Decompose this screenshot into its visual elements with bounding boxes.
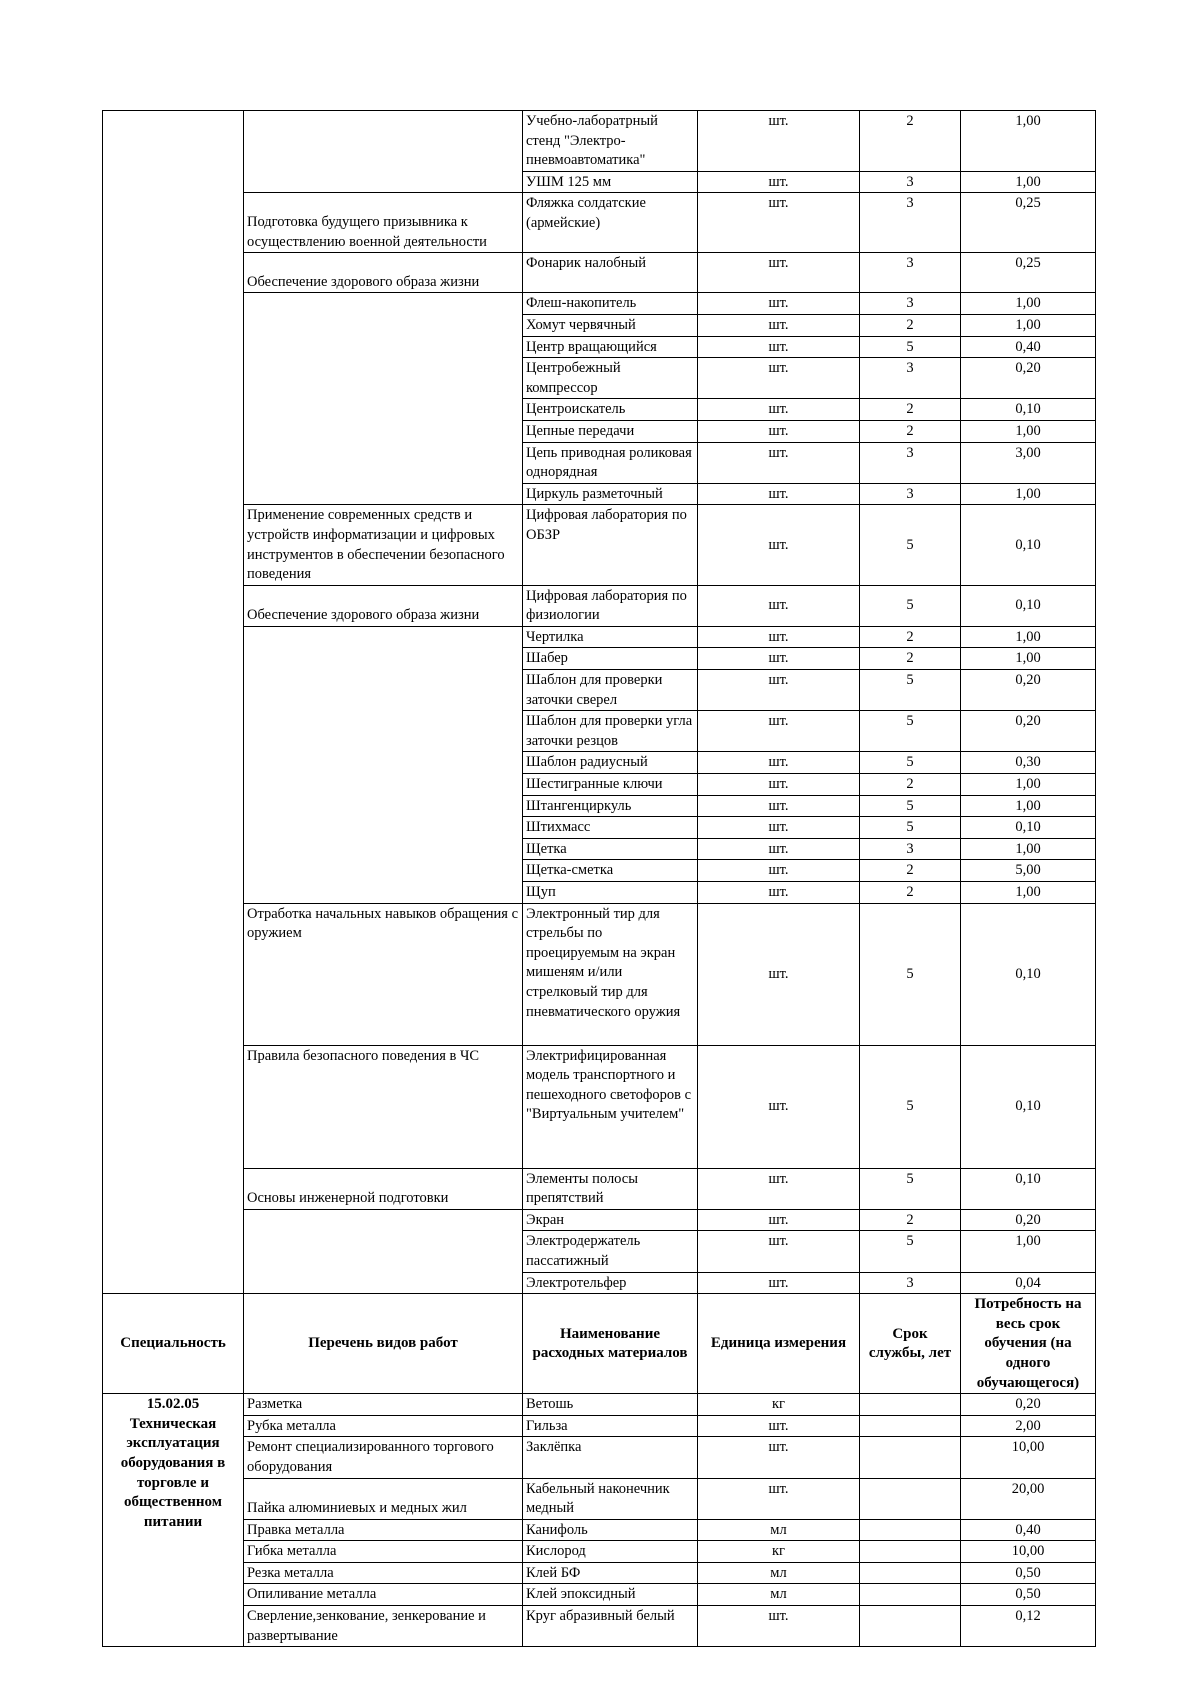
material-cell: Цепь приводная роликовая однорядная [523, 442, 698, 483]
table-row [103, 1045, 1096, 1168]
need-cell: 0,10 [961, 1045, 1096, 1168]
life-cell [860, 1606, 961, 1647]
specialty-cell-empty [103, 111, 244, 1294]
work-cell: Разметка [244, 1394, 523, 1416]
specialty-cell: 15.02.05 Техническая эксплуатация оборудования в торговле и общественном питании [103, 1394, 244, 1647]
material-cell: Элементы полосы препятствий [523, 1168, 698, 1209]
material-cell: Электронный тир для стрельбы по проецируемым на экран мишеням и/или стрелковый тир для пневматического оружия [523, 903, 698, 1045]
unit-cell: шт. [698, 838, 860, 860]
life-cell: 2 [860, 399, 961, 421]
material-cell: Заклёпка [523, 1437, 698, 1478]
material-cell: Флеш-накопитель [523, 293, 698, 315]
unit-cell: шт. [698, 1272, 860, 1294]
material-cell: Экран [523, 1209, 698, 1231]
table-row [103, 1437, 1096, 1478]
need-cell: 10,00 [961, 1541, 1096, 1563]
table-row [103, 293, 1096, 315]
life-cell: 5 [860, 336, 961, 358]
unit-cell: шт. [698, 817, 860, 839]
table-row [103, 1606, 1096, 1647]
work-cell: Основы инженерной подготовки [244, 1168, 523, 1209]
life-cell: 3 [860, 293, 961, 315]
life-cell: 5 [860, 670, 961, 711]
work-cell: Ремонт специализированного торгового оборудования [244, 1437, 523, 1478]
work-cell: Опиливание металла [244, 1584, 523, 1606]
header-life: Срок службы, лет [860, 1294, 961, 1394]
unit-cell: шт. [698, 336, 860, 358]
unit-cell: шт. [698, 711, 860, 752]
need-cell: 0,20 [961, 1209, 1096, 1231]
work-cell: Подготовка будущего призывника к осуществлению военной деятельности [244, 193, 523, 253]
need-cell: 0,10 [961, 817, 1096, 839]
need-cell: 0,40 [961, 336, 1096, 358]
work-cell: Резка металла [244, 1562, 523, 1584]
life-cell: 2 [860, 882, 961, 904]
unit-cell: шт. [698, 1437, 860, 1478]
unit-cell: шт. [698, 903, 860, 1045]
material-cell: Кабельный наконечник медный [523, 1478, 698, 1519]
need-cell: 2,00 [961, 1415, 1096, 1437]
unit-cell: шт. [698, 293, 860, 315]
life-cell: 5 [860, 505, 961, 585]
life-cell: 3 [860, 358, 961, 399]
need-cell: 1,00 [961, 648, 1096, 670]
unit-cell: шт. [698, 1209, 860, 1231]
need-cell: 1,00 [961, 626, 1096, 648]
table-row [103, 1541, 1096, 1563]
work-cell [244, 111, 523, 193]
material-cell: Центробежный компрессор [523, 358, 698, 399]
material-cell: Цифровая лаборатория по ОБЗР [523, 505, 698, 585]
material-cell: Штангенциркуль [523, 795, 698, 817]
life-cell: 2 [860, 1209, 961, 1231]
material-cell: Канифоль [523, 1519, 698, 1541]
header-works: Перечень видов работ [244, 1294, 523, 1394]
unit-cell: шт. [698, 1606, 860, 1647]
life-cell: 5 [860, 1168, 961, 1209]
life-cell: 2 [860, 111, 961, 172]
work-cell [244, 1209, 523, 1293]
life-cell: 3 [860, 442, 961, 483]
life-cell: 5 [860, 585, 961, 626]
need-cell: 1,00 [961, 111, 1096, 172]
unit-cell: шт. [698, 585, 860, 626]
need-cell: 0,10 [961, 399, 1096, 421]
material-cell: Электротельфер [523, 1272, 698, 1294]
life-cell [860, 1437, 961, 1478]
table-row [103, 1584, 1096, 1606]
material-cell: Шабер [523, 648, 698, 670]
work-cell: Обеспечение здорового образа жизни [244, 253, 523, 293]
life-cell: 2 [860, 420, 961, 442]
need-cell: 1,00 [961, 882, 1096, 904]
life-cell: 5 [860, 903, 961, 1045]
unit-cell: шт. [698, 399, 860, 421]
work-cell [244, 293, 523, 505]
material-cell: Круг абразивный белый [523, 1606, 698, 1647]
material-cell: Хомут червячный [523, 314, 698, 336]
unit-cell: шт. [698, 483, 860, 505]
life-cell: 2 [860, 860, 961, 882]
life-cell: 3 [860, 171, 961, 193]
material-cell: Шаблон для проверки угла заточки резцов [523, 711, 698, 752]
material-cell: Циркуль разметочный [523, 483, 698, 505]
unit-cell: шт. [698, 1231, 860, 1272]
life-cell: 3 [860, 253, 961, 293]
need-cell: 0,20 [961, 711, 1096, 752]
need-cell: 0,20 [961, 1394, 1096, 1416]
life-cell: 2 [860, 648, 961, 670]
material-cell: Щуп [523, 882, 698, 904]
need-cell: 1,00 [961, 293, 1096, 315]
need-cell: 0,10 [961, 903, 1096, 1045]
life-cell: 5 [860, 752, 961, 774]
life-cell [860, 1562, 961, 1584]
table-row [103, 1478, 1096, 1519]
table-row [103, 111, 1096, 172]
life-cell: 2 [860, 774, 961, 796]
life-cell: 2 [860, 314, 961, 336]
need-cell: 0,25 [961, 193, 1096, 253]
material-cell: Учебно-лаборатрный стенд "Электро-пневмоавтоматика" [523, 111, 698, 172]
unit-cell: кг [698, 1541, 860, 1563]
work-cell: Рубка металла [244, 1415, 523, 1437]
unit-cell: шт. [698, 111, 860, 172]
unit-cell: шт. [698, 882, 860, 904]
header-need: Потребность на весь срок обучения (на одного обучающегося) [961, 1294, 1096, 1394]
material-cell: Центр вращающийся [523, 336, 698, 358]
material-cell: Шестигранные ключи [523, 774, 698, 796]
life-cell [860, 1415, 961, 1437]
work-cell: Отработка начальных навыков обращения с оружием [244, 903, 523, 1045]
table-row [103, 253, 1096, 293]
material-cell: Шаблон для проверки заточки сверел [523, 670, 698, 711]
work-cell: Обеспечение здорового образа жизни [244, 585, 523, 626]
life-cell: 5 [860, 1231, 961, 1272]
material-cell: Щетка-сметка [523, 860, 698, 882]
material-cell: Электродержатель пассатижный [523, 1231, 698, 1272]
need-cell: 0,12 [961, 1606, 1096, 1647]
life-cell [860, 1478, 961, 1519]
material-cell: Щетка [523, 838, 698, 860]
need-cell: 5,00 [961, 860, 1096, 882]
work-cell [244, 626, 523, 903]
work-cell: Пайка алюминиевых и медных жил [244, 1478, 523, 1519]
table-row [103, 1415, 1096, 1437]
material-cell: Фляжка солдатские (армейские) [523, 193, 698, 253]
life-cell: 5 [860, 1045, 961, 1168]
table-header-row [103, 1294, 1096, 1394]
table-row [103, 1168, 1096, 1209]
unit-cell: кг [698, 1394, 860, 1416]
unit-cell: шт. [698, 253, 860, 293]
unit-cell: шт. [698, 1478, 860, 1519]
table-row [103, 626, 1096, 648]
need-cell: 0,50 [961, 1584, 1096, 1606]
need-cell: 0,04 [961, 1272, 1096, 1294]
work-cell: Правила безопасного поведения в ЧС [244, 1045, 523, 1168]
need-cell: 0,30 [961, 752, 1096, 774]
unit-cell: шт. [698, 1415, 860, 1437]
life-cell: 3 [860, 483, 961, 505]
materials-table [102, 110, 1096, 1647]
unit-cell: шт. [698, 670, 860, 711]
unit-cell: шт. [698, 193, 860, 253]
need-cell: 1,00 [961, 483, 1096, 505]
work-cell: Правка металла [244, 1519, 523, 1541]
material-cell: Чертилка [523, 626, 698, 648]
life-cell: 5 [860, 795, 961, 817]
unit-cell: шт. [698, 860, 860, 882]
material-cell: Цепные передачи [523, 420, 698, 442]
need-cell: 1,00 [961, 795, 1096, 817]
unit-cell: шт. [698, 1168, 860, 1209]
need-cell: 10,00 [961, 1437, 1096, 1478]
unit-cell: мл [698, 1584, 860, 1606]
need-cell: 1,00 [961, 420, 1096, 442]
need-cell: 1,00 [961, 1231, 1096, 1272]
work-cell: Сверление,зенкование, зенкерование и развертывание [244, 1606, 523, 1647]
table-row [103, 585, 1096, 626]
unit-cell: шт. [698, 626, 860, 648]
life-cell [860, 1541, 961, 1563]
need-cell: 0,10 [961, 585, 1096, 626]
material-cell: УШМ 125 мм [523, 171, 698, 193]
material-cell: Цифровая лаборатория по физиологии [523, 585, 698, 626]
need-cell: 0,40 [961, 1519, 1096, 1541]
need-cell: 3,00 [961, 442, 1096, 483]
material-cell: Штихмасс [523, 817, 698, 839]
material-cell: Шаблон радиусный [523, 752, 698, 774]
table-row [103, 1394, 1096, 1416]
need-cell: 1,00 [961, 314, 1096, 336]
unit-cell: шт. [698, 420, 860, 442]
need-cell: 0,10 [961, 1168, 1096, 1209]
unit-cell: шт. [698, 505, 860, 585]
life-cell: 3 [860, 1272, 961, 1294]
table-row [103, 505, 1096, 585]
table-row [103, 193, 1096, 253]
table-row [103, 1209, 1096, 1231]
need-cell: 0,50 [961, 1562, 1096, 1584]
unit-cell: шт. [698, 358, 860, 399]
life-cell: 2 [860, 626, 961, 648]
work-cell: Гибка металла [244, 1541, 523, 1563]
unit-cell: шт. [698, 795, 860, 817]
unit-cell: шт. [698, 442, 860, 483]
unit-cell: шт. [698, 752, 860, 774]
unit-cell: шт. [698, 314, 860, 336]
unit-cell: мл [698, 1562, 860, 1584]
material-cell: Гильза [523, 1415, 698, 1437]
header-unit: Единица измерения [698, 1294, 860, 1394]
unit-cell: шт. [698, 1045, 860, 1168]
need-cell: 20,00 [961, 1478, 1096, 1519]
material-cell: Ветошь [523, 1394, 698, 1416]
header-materials: Наименование расходных материалов [523, 1294, 698, 1394]
table-row [103, 1562, 1096, 1584]
life-cell [860, 1394, 961, 1416]
life-cell: 3 [860, 838, 961, 860]
material-cell: Фонарик налобный [523, 253, 698, 293]
unit-cell: шт. [698, 171, 860, 193]
material-cell: Клей эпоксидный [523, 1584, 698, 1606]
life-cell: 5 [860, 711, 961, 752]
life-cell: 3 [860, 193, 961, 253]
table-row [103, 903, 1096, 1045]
need-cell: 1,00 [961, 171, 1096, 193]
need-cell: 0,20 [961, 358, 1096, 399]
unit-cell: шт. [698, 774, 860, 796]
unit-cell: мл [698, 1519, 860, 1541]
material-cell: Кислород [523, 1541, 698, 1563]
work-cell: Применение современных средств и устройств информатизации и цифровых инструментов в обеспечении безопасного поведения [244, 505, 523, 585]
table-row [103, 1519, 1096, 1541]
life-cell: 5 [860, 817, 961, 839]
need-cell: 0,20 [961, 670, 1096, 711]
material-cell: Центроискатель [523, 399, 698, 421]
need-cell: 0,10 [961, 505, 1096, 585]
need-cell: 1,00 [961, 838, 1096, 860]
life-cell [860, 1519, 961, 1541]
life-cell [860, 1584, 961, 1606]
unit-cell: шт. [698, 648, 860, 670]
material-cell: Электрифицированная модель транспортного и пешеходного светофоров с "Виртуальным учителем" [523, 1045, 698, 1168]
need-cell: 0,25 [961, 253, 1096, 293]
material-cell: Клей БФ [523, 1562, 698, 1584]
header-specialty: Специальность [103, 1294, 244, 1394]
need-cell: 1,00 [961, 774, 1096, 796]
